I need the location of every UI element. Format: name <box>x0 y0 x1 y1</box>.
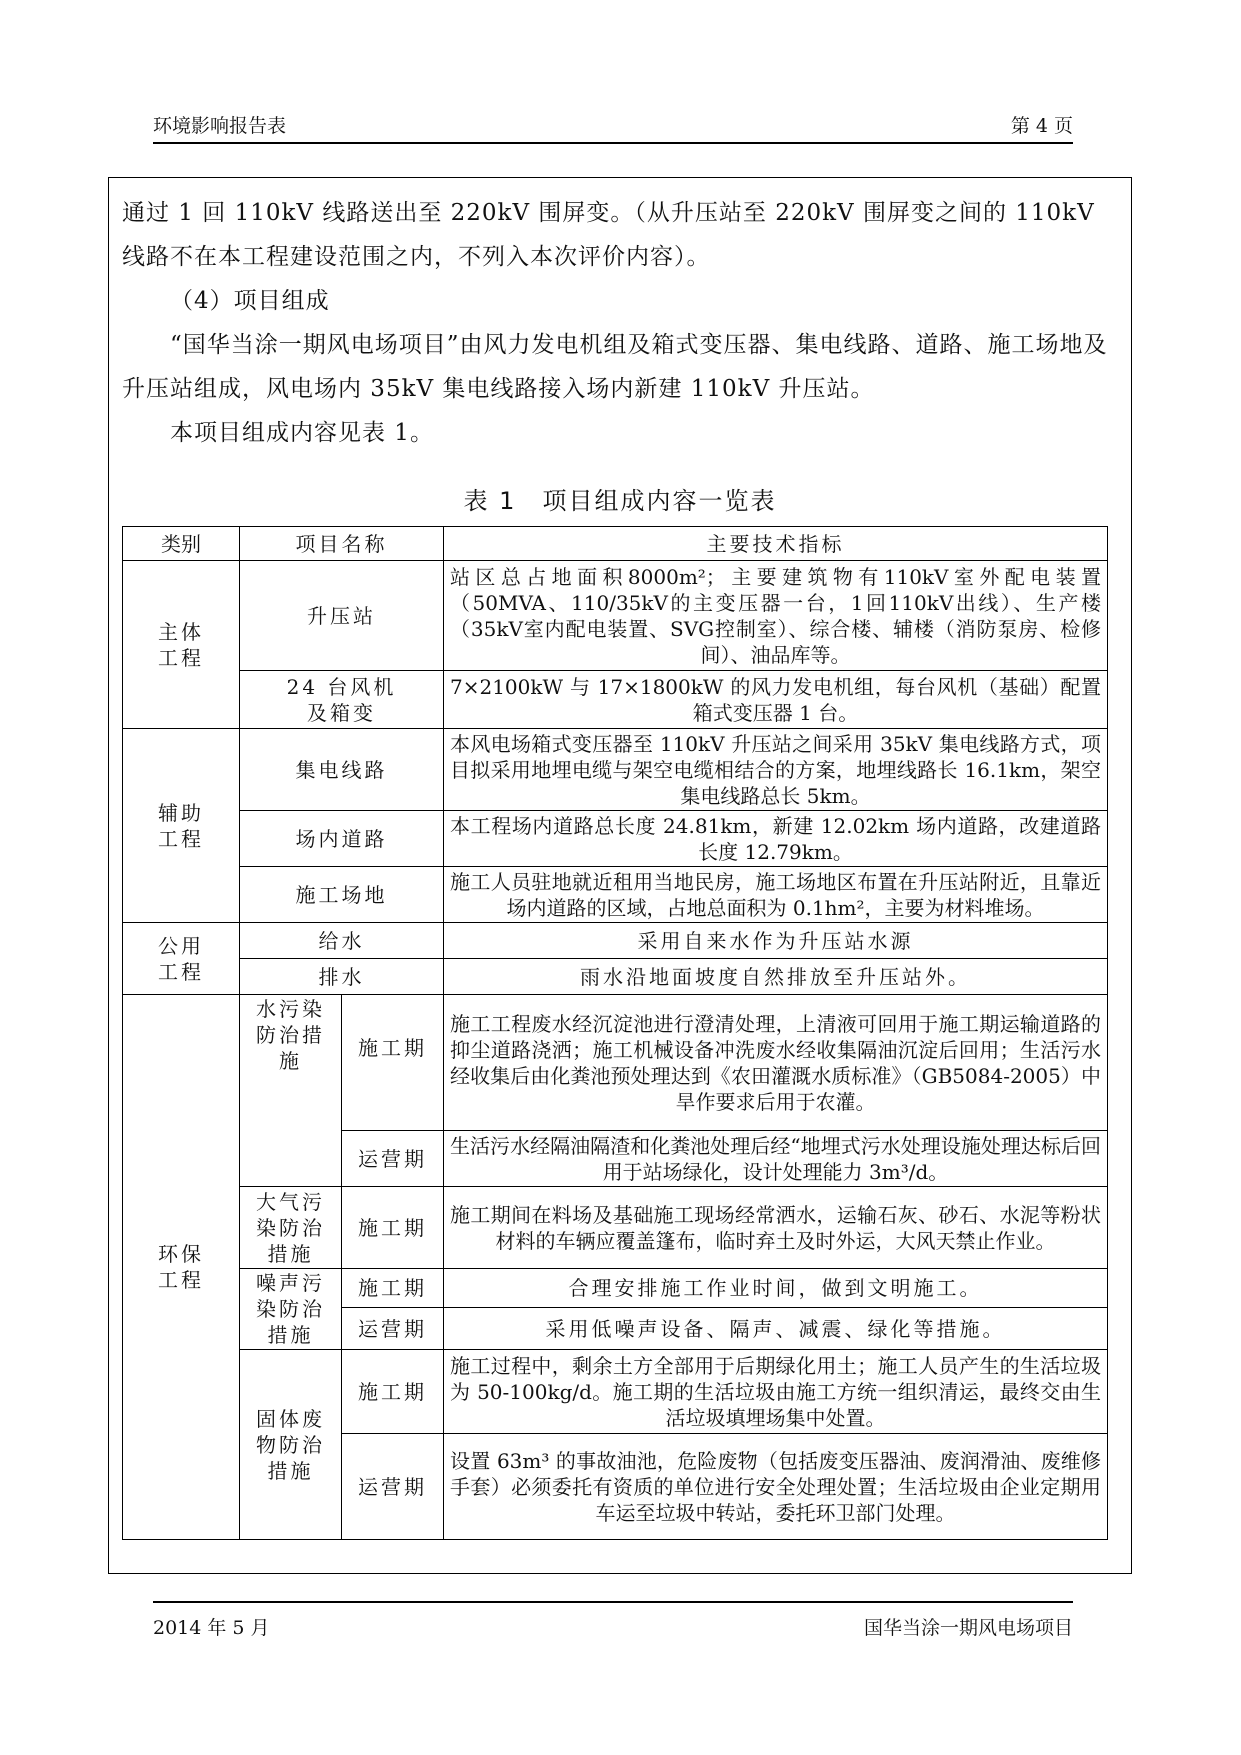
item-desc: 本风电场箱式变压器至 110kV 升压站之间采用 35kV 集电线路方式，项目拟采用地埋电缆与架空电缆相结合的方案，地埋线路长 16.1km，架空集电线路总长 5km。 <box>444 729 1108 811</box>
item-desc: 施工过程中，剩余土方全部用于后期绿化用土；施工人员产生的生活垃圾为 50-100kg/d。施工期的生活垃圾由施工方统一组织清运，最终交由生活垃圾填埋场集中处置。 <box>444 1350 1108 1434</box>
measure-solid-waste: 固体废 物防治 措施 <box>240 1350 342 1540</box>
category-env: 环保 工程 <box>123 995 240 1540</box>
category-main: 主体 工程 <box>123 561 240 729</box>
table-row <box>123 1187 1108 1269</box>
header-category: 类别 <box>123 527 240 561</box>
item-desc: 设置 63m³ 的事故油池，危险废物（包括废变压器油、废润滑油、废维修手套）必须委托有资质的单位进行安全处理处置；生活垃圾由企业定期用车运至垃圾中转站，委托环卫部门处理。 <box>444 1434 1108 1540</box>
item-desc: 生活污水经隔油隔渣和化粪池处理后经“地埋式污水处理设施处理达标后回用于站场绿化，设计处理能力 3m³/d。 <box>444 1131 1108 1187</box>
footer-date: 2014 年 5 月 <box>153 1617 270 1639</box>
item-name: 升压站 <box>240 561 444 671</box>
table-row <box>123 867 1108 923</box>
item-desc: 采用低噪声设备、隔声、减震、绿化等措施。 <box>444 1308 1108 1350</box>
section-heading: （4）项目组成 <box>170 288 330 314</box>
table-row <box>123 729 1108 811</box>
item-desc: 本工程场内道路总长度 24.81km，新建 12.02km 场内道路，改建道路长度 12.79km。 <box>444 811 1108 867</box>
measure-water: 水污染 防治措 施 <box>240 995 342 1187</box>
item-name: 集电线路 <box>240 729 444 811</box>
item-name: 排水 <box>240 959 444 995</box>
phase-operation: 运营期 <box>342 1131 444 1187</box>
paragraph: 通过 1 回 110kV 线路送出至 220kV 围屏变。（从升压站至 220kV 围屏变之间的 110kV 线路不在本工程建设范围之内，不列入本次评价内容）。 <box>122 200 1095 270</box>
table-row <box>123 671 1108 729</box>
paragraph: “国华当涂一期风电场项目”由风力发电机组及箱式变压器、集电线路、道路、施工场地及升压站组成，风电场内 35kV 集电线路接入场内新建 110kV 升压站。 <box>122 332 1108 402</box>
phase-construction: 施工期 <box>342 995 444 1131</box>
item-desc: 采用自来水作为升压站水源 <box>444 923 1108 959</box>
table-row <box>123 561 1108 671</box>
item-desc: 施工期间在料场及基础施工现场经常洒水，运输石灰、砂石、水泥等粉状材料的车辆应覆盖篷布，临时弃土及时外运，大风天禁止作业。 <box>444 1187 1108 1269</box>
item-name: 施工场地 <box>240 867 444 923</box>
header-item-name: 项目名称 <box>240 527 444 561</box>
footer-project: 国华当涂一期风电场项目 <box>863 1617 1073 1639</box>
header-title: 环境影响报告表 <box>153 115 287 137</box>
table-title: 表 1 项目组成内容一览表 <box>463 487 777 515</box>
item-desc: 施工人员驻地就近租用当地民房，施工场地区布置在升压站附近，且靠近场内道路的区域，占地总面积为 0.1hm²，主要为材料堆场。 <box>444 867 1108 923</box>
category-public: 公用 工程 <box>123 923 240 995</box>
item-desc: 7×2100kW 与 17×1800kW 的风力发电机组，每台风机（基础）配置箱式变压器 1 台。 <box>444 671 1108 729</box>
item-name: 场内道路 <box>240 811 444 867</box>
project-composition-table <box>122 526 1108 1540</box>
measure-air: 大气污 染防治 措施 <box>240 1187 342 1269</box>
category-aux: 辅助 工程 <box>123 729 240 923</box>
table-row <box>123 1269 1108 1308</box>
item-desc: 雨水沿地面坡度自然排放至升压站外。 <box>444 959 1108 995</box>
table-header-row <box>123 527 1108 561</box>
item-desc: 施工工程废水经沉淀池进行澄清处理，上清液可回用于施工期运输道路的抑尘道路浇洒；施工机械设备冲洗废水经收集隔油沉淀后回用；生活污水经收集后由化粪池预处理达到《农田灌溉水质标准》（GB5084-2005）中旱作要求后用于农灌。 <box>444 995 1108 1131</box>
table-row <box>123 1350 1108 1434</box>
page-header <box>153 114 1073 144</box>
phase-operation: 运营期 <box>342 1308 444 1350</box>
phase-construction: 施工期 <box>342 1350 444 1434</box>
item-desc: 站区总占地面积8000m²；主要建筑物有110kV室外配电装置（50MVA、110/35kV的主变压器一台，1回110kV出线）、生产楼（35kV室内配电装置、SVG控制室）、综合楼、辅楼（消防泵房、检修间）、油品库等。 <box>444 561 1108 671</box>
item-name: 给水 <box>240 923 444 959</box>
paragraph: 本项目组成内容见表 1。 <box>170 420 434 446</box>
measure-noise: 噪声污 染防治 措施 <box>240 1269 342 1350</box>
page-footer <box>153 1601 1073 1640</box>
table-row <box>123 959 1108 995</box>
page-number: 第 4 页 <box>1010 115 1073 137</box>
item-name: 24 台风机 及箱变 <box>240 671 444 729</box>
body-text <box>122 191 1118 455</box>
table-row <box>123 811 1108 867</box>
item-desc: 合理安排施工作业时间，做到文明施工。 <box>444 1269 1108 1308</box>
table-row <box>123 923 1108 959</box>
table-row <box>123 995 1108 1131</box>
phase-operation: 运营期 <box>342 1434 444 1540</box>
phase-construction: 施工期 <box>342 1269 444 1308</box>
phase-construction: 施工期 <box>342 1187 444 1269</box>
header-indicators: 主要技术指标 <box>444 527 1108 561</box>
